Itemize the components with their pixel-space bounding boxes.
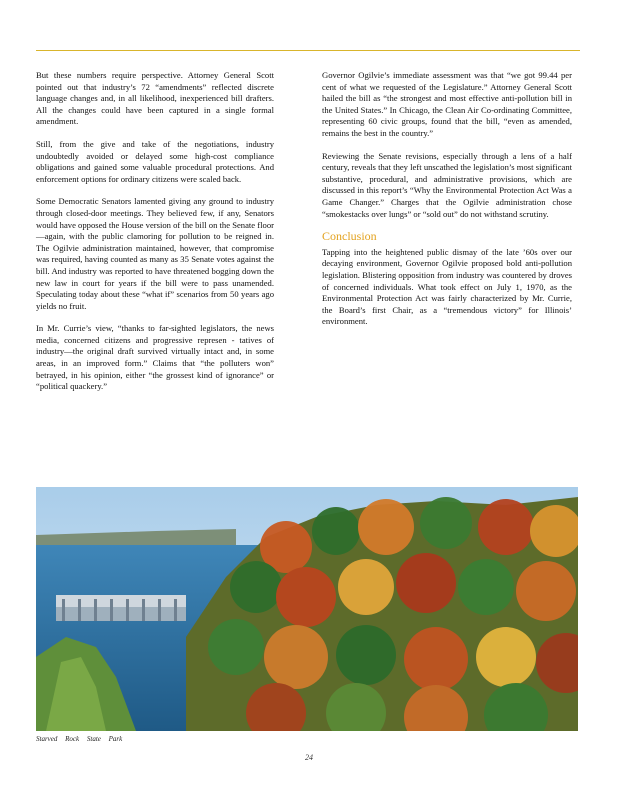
header-rule [36, 50, 580, 51]
photo-caption: Starved Rock State Park [36, 735, 123, 743]
paragraph: Some Democratic Senators lamented giving any ground to industry through closed-door meetings. They believed few, if any, Senators would have opposed the House version of the bill on the Senate floor—again, with the public clamoring for pollution to be reigned in. The Ogilvie administration maintained, however, that compromise was required, having counted as many as 35 Senate votes against the bill. And industry was reported to have threatened bogging down the new law in court for years if the bill were to pass unamended. Speculating today about these “what if” scenarios from 50 years ago yields no fruit. [36, 196, 274, 311]
park-photo [36, 487, 578, 731]
right-column [322, 70, 572, 339]
conclusion-paragraph: Tapping into the heightened public dismay of the late ’60s over our decaying environment, Governor Ogilvie proposed bold anti-pollution legislation. Blistering opposition from industry was countered by droves of concerned individuals. What took effect on July 1, 1970, as the Environmental Protection Act was fairly characterized by Mr. Currie, the Board’s first Chair, as a “tremendous victory” for Illinois’ environment. [322, 246, 572, 327]
page-number: 24 [305, 753, 313, 762]
conclusion-heading: Conclusion [322, 229, 377, 244]
paragraph: In Mr. Currie’s view, “thanks to far-sighted legislators, the news media, concerned citizens and progressive represen - tatives of industry—the original draft survived virtually intact and, in some areas, in an improved form.” Claims that “the polluters won” betrayed, in his opinion, either “the grossest kind of ignorance” or “political quackery.” [36, 323, 274, 392]
paragraph: Reviewing the Senate revisions, especially through a lens of a half century, reveals that they left unscathed the legislation’s most significant substantive, procedural, and administrative provisions, which are discussed in this report’s “Why the Environmental Protection Act Was a Game Changer.” Charges that the Ogilvie administration chose “smokestacks over lungs” or “sold out” do not withstand scrutiny. [322, 150, 572, 219]
paragraph: Governor Ogilvie’s immediate assessment was that “we got 99.44 per cent of what we requested of the Legislature.” Attorney General Scott hailed the bill as “the strongest and most effective anti-pollution bill in the United States.” In Chicago, the Clean Air Co-ordinating Committee, representing 60 civic groups, found that the bill, “even as amended, remains the best in the country.” [322, 70, 572, 138]
paragraph: But these numbers require perspective. Attorney General Scott pointed out that industry’s 72 “amendments” reflected discrete language changes and, in all likelihood, inexperienced bill drafters. All the changes could have been captured in a single formal amendment. [36, 70, 274, 127]
paragraph: Still, from the give and take of the negotiations, industry undoubtedly avoided or delayed some high-cost compliance obligations and gained some valuable procedural protections. And enforcement options for ordinary citizens were scaled back. [36, 138, 274, 184]
left-column [36, 70, 274, 404]
